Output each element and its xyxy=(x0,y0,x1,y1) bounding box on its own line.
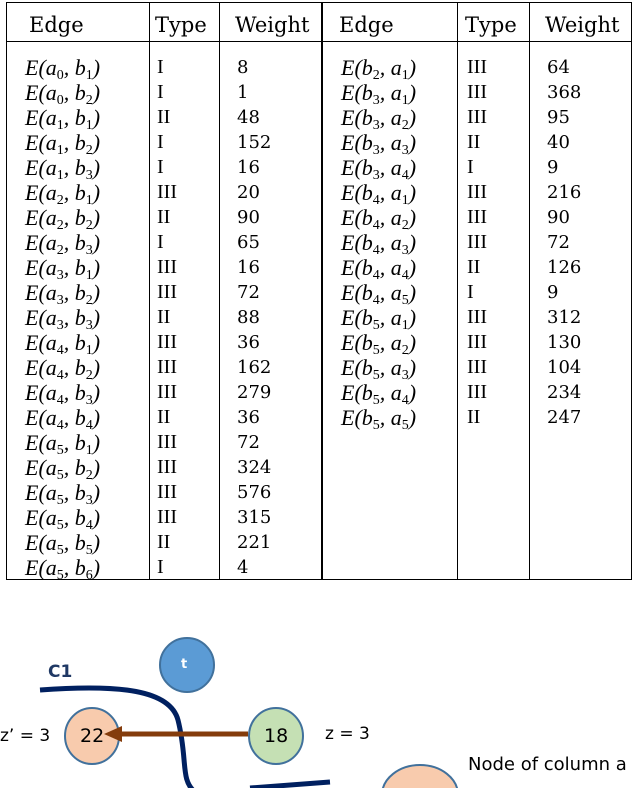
header-type-left: Type xyxy=(155,13,207,37)
weight-cell: 36 xyxy=(237,332,260,353)
type-cell: III xyxy=(157,256,177,278)
edge-cell: $E(a_0$, $b_2$) xyxy=(25,80,101,108)
weight-cell: 95 xyxy=(547,107,570,128)
node-22-label: 22 xyxy=(80,725,105,747)
edge-cell: $E(b_5$, $a_1$) xyxy=(341,305,417,333)
table-row xyxy=(337,255,627,283)
table-row xyxy=(21,505,321,533)
table-row xyxy=(21,305,321,333)
edge-cell: $E(a_3$, $b_1$) xyxy=(25,255,101,283)
edge-cell: $E(b_3$, $a_1$) xyxy=(341,80,417,108)
weight-cell: 247 xyxy=(547,407,582,428)
type-cell: II xyxy=(157,206,171,228)
type-cell: III xyxy=(467,231,487,253)
edge-cell: $E(a_1$, $b_1$) xyxy=(25,105,101,133)
table-row xyxy=(21,80,321,108)
weight-cell: 64 xyxy=(547,57,570,78)
weight-cell: 9 xyxy=(547,282,559,303)
type-cell: I xyxy=(157,81,164,103)
edge-cell: $E(b_4$, $a_4$) xyxy=(341,255,417,283)
table-row xyxy=(337,230,627,258)
header-edge-right: Edge xyxy=(339,13,394,37)
edge-cell: $E(a_4$, $b_3$) xyxy=(25,380,101,408)
type-cell: III xyxy=(467,181,487,203)
legend-node-circle xyxy=(382,765,458,788)
header-weight-right: Weight xyxy=(545,13,620,37)
weight-cell: 4 xyxy=(237,557,249,578)
header-divider xyxy=(7,41,631,42)
weight-cell: 216 xyxy=(547,182,582,203)
table-row xyxy=(337,355,627,383)
edge-cell: $E(a_5$, $b_3$) xyxy=(25,480,101,508)
weight-cell: 221 xyxy=(237,532,272,553)
z-annotation: z = 3 xyxy=(325,724,370,744)
edge-cell: $E(a_5$, $b_1$) xyxy=(25,430,101,458)
type-cell: III xyxy=(157,356,177,378)
table-row xyxy=(337,405,627,433)
edge-cell: $E(b_5$, $a_4$) xyxy=(341,380,417,408)
table-row xyxy=(21,155,321,183)
table-row xyxy=(21,205,321,233)
edge-cell: $E(a_5$, $b_4$) xyxy=(25,505,101,533)
weight-cell: 130 xyxy=(547,332,582,353)
edge-cell: $E(a_5$, $b_5$) xyxy=(25,530,101,558)
left-table-body xyxy=(21,55,321,583)
table-row xyxy=(337,205,627,233)
type-cell: I xyxy=(157,131,164,153)
weight-cell: 279 xyxy=(237,382,272,403)
table-row xyxy=(337,80,627,108)
type-cell: II xyxy=(157,106,171,128)
header-type-right: Type xyxy=(465,13,517,37)
table-row xyxy=(21,180,321,208)
table-row xyxy=(21,380,321,408)
weight-cell: 234 xyxy=(547,382,582,403)
type-cell: III xyxy=(467,106,487,128)
weight-cell: 104 xyxy=(547,357,582,378)
weight-cell: 368 xyxy=(547,82,582,103)
weight-cell: 152 xyxy=(237,132,272,153)
type-cell: III xyxy=(467,81,487,103)
weight-cell: 162 xyxy=(237,357,272,378)
legend-description: Node of column a xyxy=(468,754,627,775)
edge-cell: $E(b_5$, $a_5$) xyxy=(341,405,417,433)
table-row xyxy=(337,280,627,308)
edge-cell: $E(b_3$, $a_2$) xyxy=(341,105,417,133)
type-cell: III xyxy=(467,356,487,378)
table-row xyxy=(337,180,627,208)
edge-cell: $E(a_0$, $b_1$) xyxy=(25,55,101,83)
table-row xyxy=(337,130,627,158)
type-cell: III xyxy=(157,181,177,203)
type-cell: I xyxy=(157,556,164,578)
weight-cell: 48 xyxy=(237,107,260,128)
table-row xyxy=(21,280,321,308)
right-table-body xyxy=(337,55,627,433)
weight-cell: 324 xyxy=(237,457,272,478)
weight-cell: 312 xyxy=(547,307,582,328)
edge-cell: $E(b_4$, $a_1$) xyxy=(341,180,417,208)
z-prime-annotation: z’ = 3 xyxy=(0,726,51,746)
type-cell: III xyxy=(157,381,177,403)
table-row xyxy=(21,330,321,358)
weight-cell: 65 xyxy=(237,232,260,253)
node-18-label: 18 xyxy=(264,725,289,747)
node-t-label: t xyxy=(181,657,188,672)
table-row xyxy=(21,55,321,83)
weight-cell: 126 xyxy=(547,257,582,278)
edge-cell: $E(b_5$, $a_2$) xyxy=(341,330,417,358)
table-row xyxy=(21,405,321,433)
type-cell: II xyxy=(157,531,171,553)
type-cell: I xyxy=(157,56,164,78)
table-row xyxy=(21,480,321,508)
table-row xyxy=(21,555,321,583)
weight-cell: 40 xyxy=(547,132,570,153)
edge-cell: $E(a_4$, $b_2$) xyxy=(25,355,101,383)
type-cell: III xyxy=(467,56,487,78)
edge-cell: $E(a_1$, $b_2$) xyxy=(25,130,101,158)
type-cell: III xyxy=(157,456,177,478)
table-row xyxy=(21,255,321,283)
table-row xyxy=(337,105,627,133)
type-cell: III xyxy=(157,431,177,453)
weight-cell: 9 xyxy=(547,157,559,178)
edge-cell: $E(a_3$, $b_2$) xyxy=(25,280,101,308)
type-cell: II xyxy=(467,131,481,153)
table-row xyxy=(21,230,321,258)
table-row xyxy=(337,380,627,408)
edge-cell: $E(b_2$, $a_1$) xyxy=(341,55,417,83)
type-cell: I xyxy=(157,156,164,178)
table-row xyxy=(337,330,627,358)
edge-cell: $E(b_3$, $a_4$) xyxy=(341,155,417,183)
edge-cell: $E(b_3$, $a_3$) xyxy=(341,130,417,158)
edge-cell: $E(a_2$, $b_2$) xyxy=(25,205,101,233)
table-row xyxy=(21,430,321,458)
type-cell: II xyxy=(467,256,481,278)
weight-cell: 1 xyxy=(237,82,249,103)
table-row xyxy=(21,105,321,133)
table-row xyxy=(21,130,321,158)
type-cell: III xyxy=(467,331,487,353)
type-cell: II xyxy=(157,306,171,328)
edge-cell: $E(b_4$, $a_2$) xyxy=(341,205,417,233)
edge-cell: $E(b_4$, $a_5$) xyxy=(341,280,417,308)
type-cell: I xyxy=(467,156,474,178)
type-cell: I xyxy=(157,231,164,253)
weight-cell: 72 xyxy=(547,232,570,253)
weight-cell: 315 xyxy=(237,507,272,528)
type-cell: I xyxy=(467,281,474,303)
table-section-divider xyxy=(321,3,323,579)
edge-cell: $E(a_3$, $b_3$) xyxy=(25,305,101,333)
type-cell: III xyxy=(157,506,177,528)
header-edge-left: Edge xyxy=(29,13,84,37)
table-row xyxy=(21,355,321,383)
edge-cell: $E(a_5$, $b_6$) xyxy=(25,555,101,583)
edge-cell: $E(a_1$, $b_3$) xyxy=(25,155,101,183)
type-cell: III xyxy=(467,306,487,328)
weight-cell: 20 xyxy=(237,182,260,203)
edge-cell: $E(a_4$, $b_1$) xyxy=(25,330,101,358)
weight-cell: 36 xyxy=(237,407,260,428)
type-cell: III xyxy=(467,206,487,228)
table-row xyxy=(21,455,321,483)
graph-cut-diagram xyxy=(0,590,634,788)
edge-cell: $E(a_2$, $b_1$) xyxy=(25,180,101,208)
edge-weight-table xyxy=(6,2,632,583)
type-cell: III xyxy=(467,381,487,403)
weight-cell: 576 xyxy=(237,482,272,503)
table-row xyxy=(21,530,321,558)
type-cell: II xyxy=(467,406,481,428)
weight-cell: 72 xyxy=(237,282,260,303)
edge-cell: $E(a_2$, $b_3$) xyxy=(25,230,101,258)
weight-cell: 8 xyxy=(237,57,249,78)
edge-cell: $E(a_4$, $b_4$) xyxy=(25,405,101,433)
type-cell: II xyxy=(157,406,171,428)
header-weight-left: Weight xyxy=(235,13,310,37)
type-cell: III xyxy=(157,281,177,303)
weight-cell: 90 xyxy=(547,207,570,228)
edge-cell: $E(b_5$, $a_3$) xyxy=(341,355,417,383)
weight-cell: 72 xyxy=(237,432,260,453)
weight-cell: 90 xyxy=(237,207,260,228)
table-row xyxy=(337,305,627,333)
cut-curve-segment xyxy=(250,782,330,788)
weight-cell: 88 xyxy=(237,307,260,328)
type-cell: III xyxy=(157,481,177,503)
table-row xyxy=(337,55,627,83)
cut-label: C1 xyxy=(48,662,73,682)
weight-cell: 16 xyxy=(237,157,260,178)
edge-cell: $E(a_5$, $b_2$) xyxy=(25,455,101,483)
table-row xyxy=(337,155,627,183)
type-cell: III xyxy=(157,331,177,353)
edge-cell: $E(b_4$, $a_3$) xyxy=(341,230,417,258)
weight-cell: 16 xyxy=(237,257,260,278)
